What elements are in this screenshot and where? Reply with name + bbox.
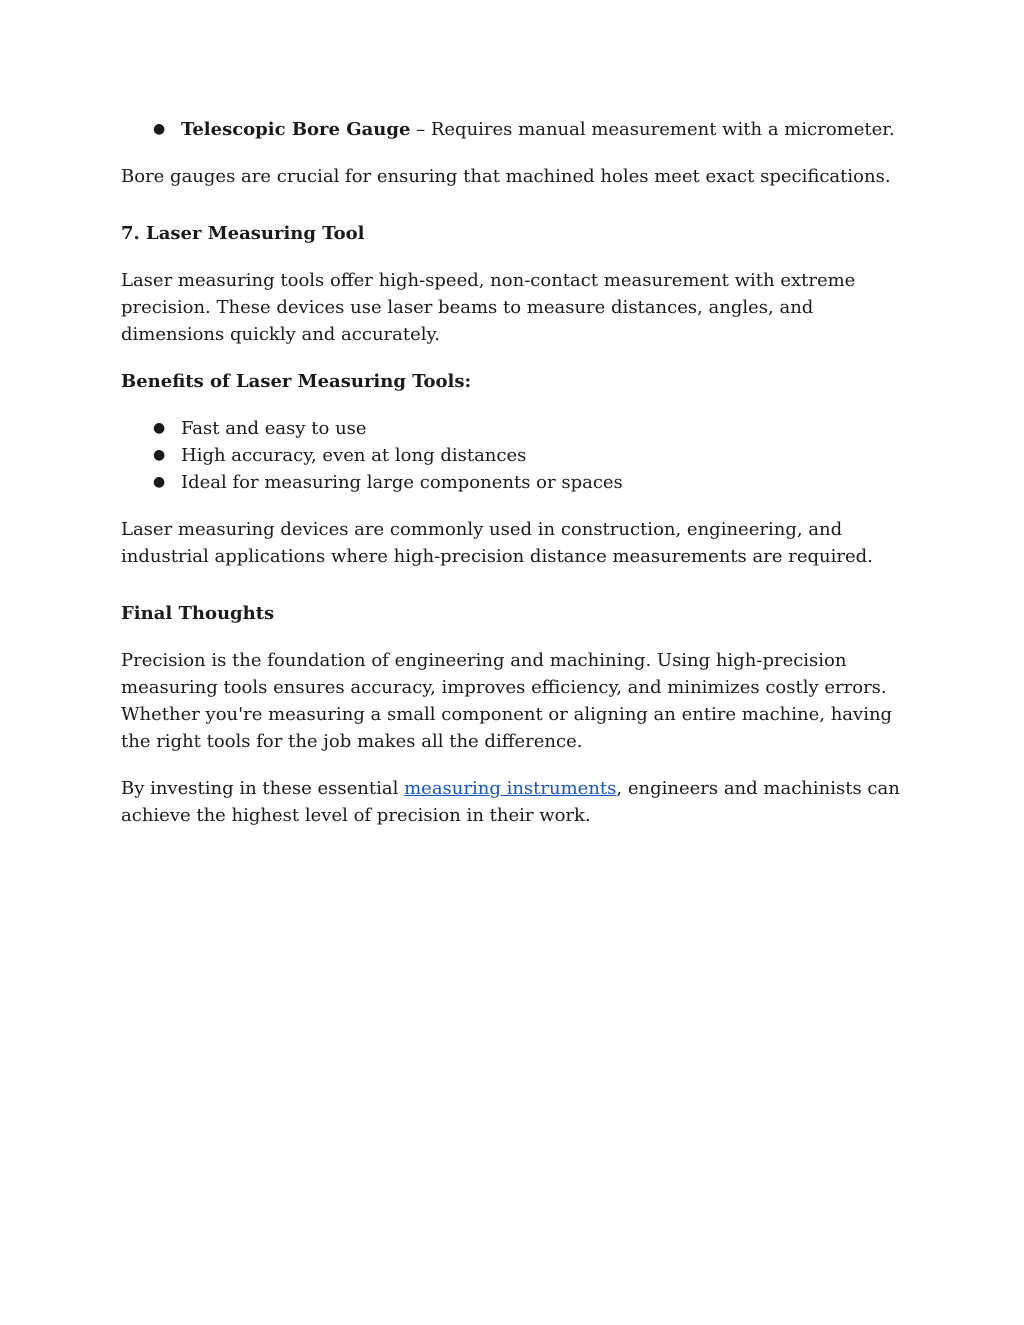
closing-text-before: By investing in these essential [121, 778, 405, 799]
bullet-icon: ● [153, 420, 166, 436]
list-item [121, 442, 911, 469]
section-heading-final-thoughts: Final Thoughts [121, 603, 275, 624]
list-item [121, 116, 911, 143]
bullet-icon: ● [153, 121, 166, 137]
paragraph-bore-gauges: Bore gauges are crucial for ensuring that machined holes meet exact specifications. [121, 166, 891, 187]
paragraph-laser-intro: Laser measuring tools offer high-speed, non-contact measurement with extreme precision. These devices use laser beams to measure distances, angles, and dimensions quickly and accurately. [121, 270, 856, 345]
list-item [121, 415, 911, 442]
paragraph-final-thoughts: Precision is the foundation of engineering and machining. Using high-precision measuring tools ensures accuracy, improves efficiency, and minimizes costly errors. Whether you're measuring a small component or aligning an entire machine, having the right tools for the job makes all the difference. [121, 650, 893, 752]
list-item-term: Telescopic Bore Gauge [181, 119, 411, 140]
benefit-text: Ideal for measuring large components or spaces [181, 472, 623, 493]
bullet-icon: ● [153, 474, 166, 490]
paragraph-closing [121, 775, 911, 829]
document-page [121, 116, 911, 829]
list-item [121, 469, 911, 496]
measuring-instruments-link[interactable]: measuring instruments [404, 778, 617, 799]
benefit-text: High accuracy, even at long distances [181, 445, 527, 466]
bullet-icon: ● [153, 447, 166, 463]
paragraph-laser-uses: Laser measuring devices are commonly used in construction, engineering, and industrial applications where high-precision distance measurements are required. [121, 519, 873, 567]
bore-gauge-list [121, 116, 911, 143]
closing-text-after: , engineers and machinists can achieve the highest level of precision in their work. [121, 778, 900, 826]
benefits-list [121, 415, 911, 496]
subheading-benefits: Benefits of Laser Measuring Tools: [121, 371, 472, 392]
section-heading-laser: 7. Laser Measuring Tool [121, 223, 365, 244]
benefit-text: Fast and easy to use [181, 418, 367, 439]
list-item-desc: – Requires manual measurement with a micrometer. [410, 119, 895, 140]
